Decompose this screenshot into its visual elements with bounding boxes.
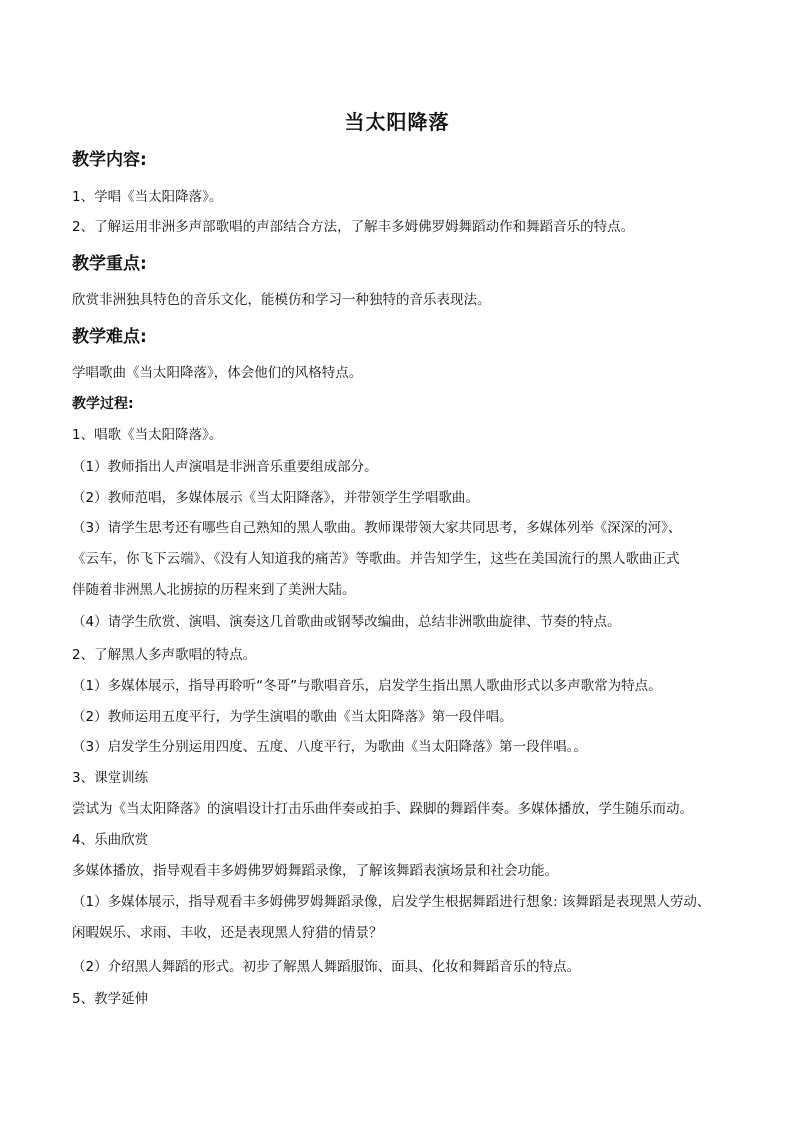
process-line: （2）介绍黑人舞蹈的形式。初步了解黑人舞蹈服饰、面具、化妆和舞蹈音乐的特点。	[72, 959, 581, 975]
process-line: 《云车，你飞下云端》、《没有人知道我的痛苦》等歌曲。并告知学生，这些在美国流行的黑人歌曲正式	[72, 551, 680, 567]
key-text: 欣赏非洲独具特色的音乐文化，能模仿和学习一种独特的音乐表现法。	[72, 292, 491, 308]
process-line: 3、课堂训练	[72, 770, 149, 786]
heading-teaching-content: 教学内容:	[72, 150, 147, 170]
process-line: （2）教师运用五度平行，为学生演唱的歌曲《当太阳降落》第一段伴唱。	[72, 709, 513, 725]
process-line: （3）请学生思考还有哪些自己熟知的黑人歌曲。教师课带领大家共同思考，多媒体列举《深深的河》、	[72, 520, 682, 536]
process-line: 1、唱歌《当太阳降落》。	[72, 427, 223, 443]
difficulty-text: 学唱歌曲《当太阳降落》，体会他们的风格特点。	[72, 365, 363, 381]
process-line: 5、教学延伸	[72, 991, 149, 1007]
heading-teaching-key: 教学重点:	[72, 254, 147, 274]
content-item-2: 2、了解运用非洲多声部歌唱的声部结合方法，了解丰多姆佛罗姆舞蹈动作和舞蹈音乐的特点。	[72, 219, 635, 235]
heading-teaching-difficulty: 教学难点:	[72, 327, 147, 347]
content-item-1: 1、学唱《当太阳降落》。	[72, 189, 223, 205]
process-line: （1）多媒体展示，指导观看丰多姆佛罗姆舞蹈录像，启发学生根据舞蹈进行想象: 该舞蹈是表现黑人劳动、	[72, 894, 711, 910]
heading-teaching-process: 教学过程:	[72, 396, 134, 412]
process-line: （3）启发学生分别运用四度、五度、八度平行，为歌曲《当太阳降落》第一段伴唱。。	[72, 739, 587, 755]
process-line: （4）请学生欣赏、演唱、演奏这几首歌曲或钢琴改编曲，总结非洲歌曲旋律、节奏的特点。	[72, 614, 621, 630]
process-line: 闲暇娱乐、求雨、丰收，还是表现黑人狩猎的情景？	[72, 925, 383, 941]
process-line: 2、了解黑人多声歌唱的特点。	[72, 647, 257, 663]
document-title: 当太阳降落	[344, 110, 450, 134]
process-line: （2）教师范唱，多媒体展示《当太阳降落》，并带领学生学唱歌曲。	[72, 490, 479, 506]
process-line: （1）教师指出人声演唱是非洲音乐重要组成部分。	[72, 459, 378, 475]
process-line: （1）多媒体展示，指导再聆听“冬哥”与歌唱音乐，启发学生指出黑人歌曲形式以多声歌常为特点。	[72, 678, 662, 694]
process-line: 4、乐曲欣赏	[72, 832, 149, 848]
process-line: 伴随着非洲黑人北掳掠的历程来到了美洲大陆。	[72, 582, 356, 598]
process-line: 尝试为《当太阳降落》的演唱设计打击乐曲伴奏或拍手、跺脚的舞蹈伴奏。多媒体播放，学生随乐而动。	[72, 801, 693, 817]
process-line: 多媒体播放，指导观看丰多姆佛罗姆舞蹈录像，了解该舞蹈表演场景和社会功能。	[72, 863, 558, 879]
